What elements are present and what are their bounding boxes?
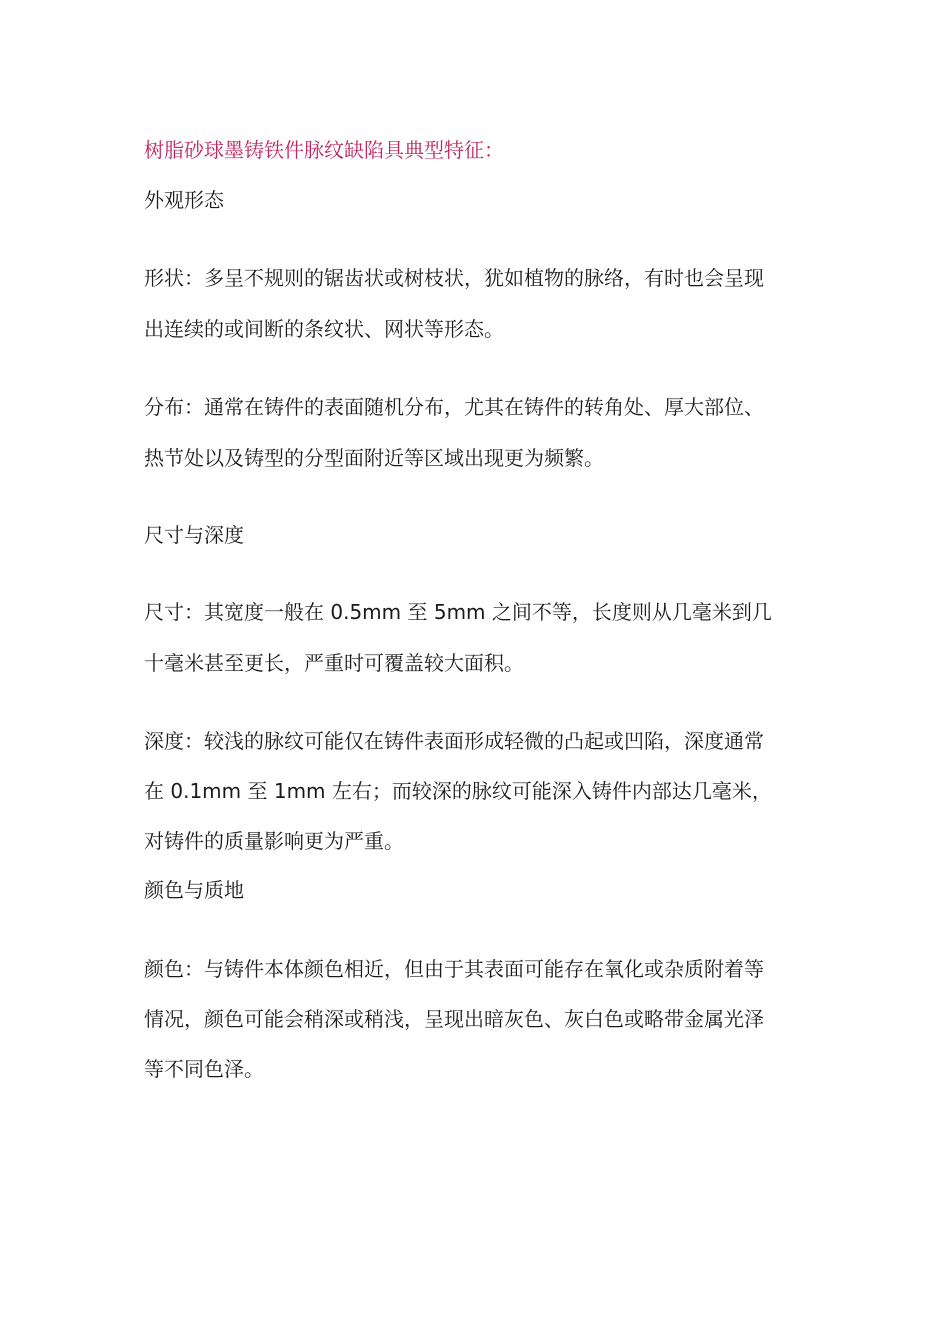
- paragraph-depth-line-2: 在 0.1mm 至 1mm 左右；而较深的脉纹可能深入铸件内部达几毫米，: [144, 779, 772, 803]
- paragraph-shape-line-2: 出连续的或间断的条纹状、网状等形态。: [144, 317, 504, 341]
- paragraph-color-line-3: 等不同色泽。: [144, 1057, 264, 1081]
- section-heading-appearance: 外观形态: [144, 188, 224, 212]
- paragraph-size-line-2: 十毫米甚至更长，严重时可覆盖较大面积。: [144, 651, 524, 675]
- paragraph-distribution-line-2: 热节处以及铸型的分型面附近等区域出现更为频繁。: [144, 446, 604, 470]
- paragraph-depth-line-1: 深度：较浅的脉纹可能仅在铸件表面形成轻微的凸起或凹陷，深度通常: [144, 729, 764, 753]
- paragraph-color-line-1: 颜色：与铸件本体颜色相近，但由于其表面可能存在氧化或杂质附着等: [144, 957, 764, 981]
- paragraph-shape-line-1: 形状：多呈不规则的锯齿状或树枝状，犹如植物的脉络，有时也会呈现: [144, 266, 764, 290]
- paragraph-distribution-line-1: 分布：通常在铸件的表面随机分布，尤其在铸件的转角处、厚大部位、: [144, 395, 764, 419]
- document-title: 树脂砂球墨铸铁件脉纹缺陷具典型特征：: [144, 138, 504, 162]
- paragraph-depth-line-3: 对铸件的质量影响更为严重。: [144, 829, 404, 853]
- paragraph-size-line-1: 尺寸：其宽度一般在 0.5mm 至 5mm 之间不等，长度则从几毫米到几: [144, 600, 772, 624]
- paragraph-color-line-2: 情况，颜色可能会稍深或稍浅，呈现出暗灰色、灰白色或略带金属光泽: [144, 1007, 764, 1031]
- section-heading-color-texture: 颜色与质地: [144, 878, 244, 902]
- section-heading-size-depth: 尺寸与深度: [144, 523, 244, 547]
